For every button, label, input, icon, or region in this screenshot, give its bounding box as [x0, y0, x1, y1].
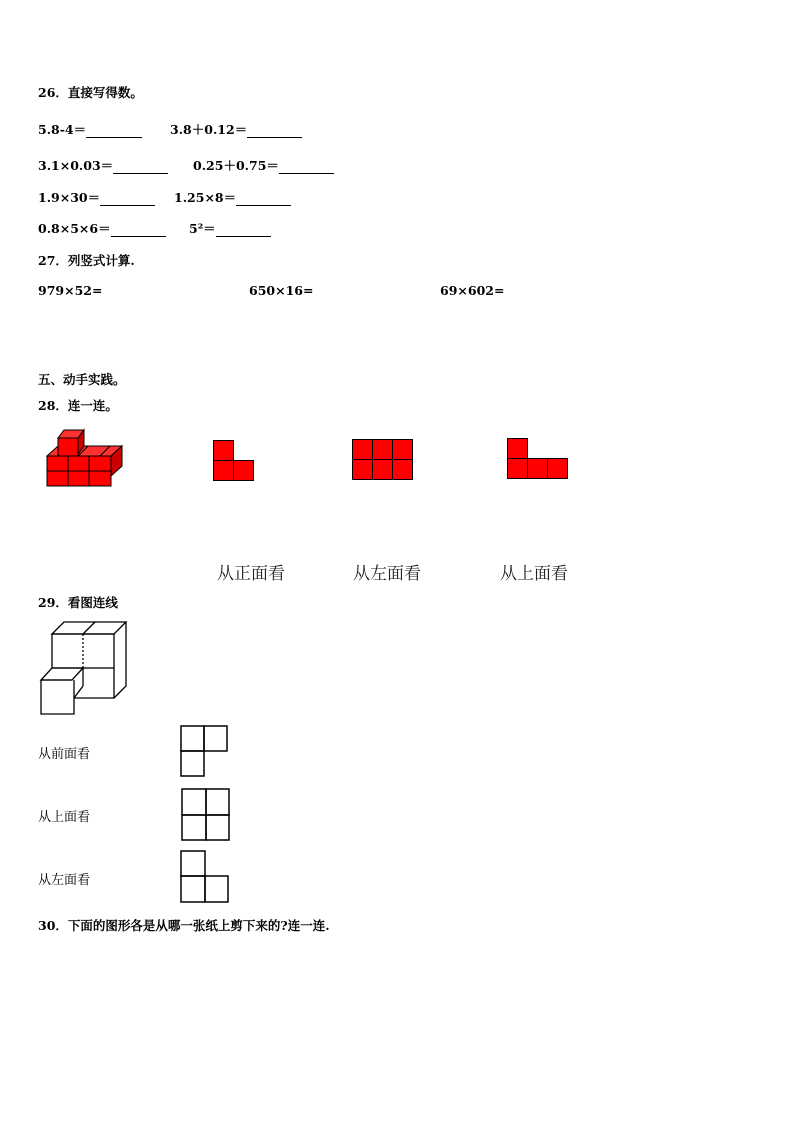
q30-title: 30．下面的图形各是从哪一张纸上剪下来的?连一连.: [38, 918, 330, 933]
answer-blank[interactable]: [86, 124, 142, 138]
answer-blank[interactable]: [100, 192, 155, 206]
q27-item-1: 979×52=: [38, 283, 103, 298]
q26-expr-3: 3.1×0.03＝: [38, 156, 168, 174]
shape-rect-3x2[interactable]: [352, 439, 413, 481]
grid-shape-2[interactable]: [181, 788, 231, 842]
q29-view-front[interactable]: 从前面看: [38, 747, 91, 762]
q29-title: 29．看图连线: [38, 595, 118, 610]
q27-item-2: 650×16=: [249, 283, 314, 298]
q27-item-3: 69×602=: [440, 283, 505, 298]
red-cube-figure[interactable]: [44, 426, 126, 488]
q28-view-top[interactable]: 从上面看: [500, 564, 568, 584]
grid-shape-3[interactable]: [180, 850, 230, 904]
q27-title: 27．列竖式计算.: [38, 253, 135, 268]
q26-title: 26．直接写得数。: [38, 85, 143, 100]
section-5-title: 五、动手实践。: [38, 372, 126, 387]
q26-expr-8: 5²＝: [189, 219, 271, 237]
q29-view-left[interactable]: 从左面看: [38, 873, 91, 888]
answer-blank[interactable]: [279, 160, 334, 174]
grid-shape-1[interactable]: [180, 725, 230, 777]
q26-expr-4: 0.25＋0.75＝: [193, 156, 334, 174]
q26-expr-2: 3.8＋0.12＝: [170, 120, 302, 138]
answer-blank[interactable]: [113, 160, 168, 174]
q29-view-top[interactable]: 从上面看: [38, 810, 91, 825]
answer-blank[interactable]: [236, 192, 291, 206]
answer-blank[interactable]: [247, 124, 302, 138]
q28-view-left[interactable]: 从左面看: [353, 564, 421, 584]
q28-view-front[interactable]: 从正面看: [217, 564, 285, 584]
shape-l-small[interactable]: [213, 440, 255, 482]
q26-expr-6: 1.25×8＝: [174, 188, 291, 206]
q26-expr-5: 1.9×30＝: [38, 188, 155, 206]
q26-expr-7: 0.8×5×6＝: [38, 219, 166, 237]
cube-outline-figure[interactable]: [38, 618, 130, 718]
q28-title: 28．连一连。: [38, 398, 118, 413]
q26-expr-1: 5.8-4＝: [38, 120, 142, 138]
shape-l-long[interactable]: [507, 438, 568, 480]
answer-blank[interactable]: [111, 223, 166, 237]
answer-blank[interactable]: [216, 223, 271, 237]
